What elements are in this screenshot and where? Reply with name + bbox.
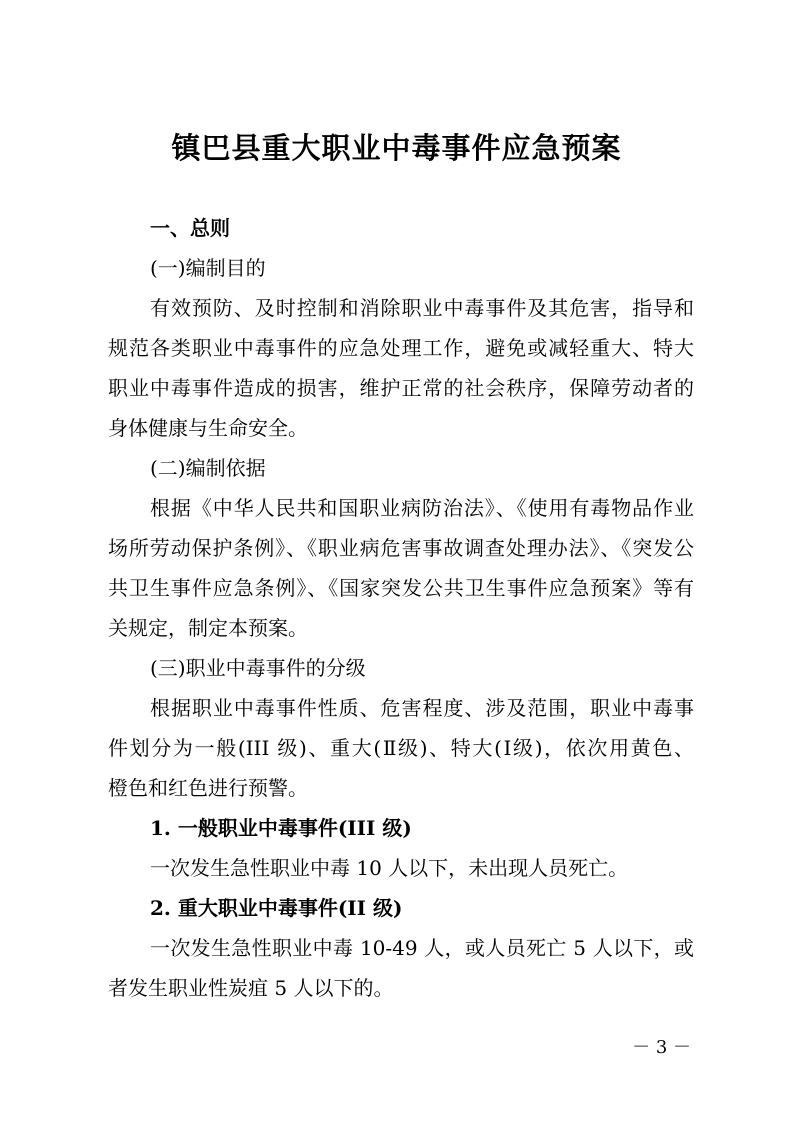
paragraph-line: 规范各类职业中毒事件的应急处理工作，避免或减轻重大、特大 (108, 336, 694, 360)
paragraph-line: 根据《中华人民共和国职业病防治法》、《使用有毒物品作业 (150, 496, 694, 520)
paragraph-purpose (108, 288, 694, 448)
document-body (108, 208, 694, 1008)
paragraph-line: 根据职业中毒事件性质、危害程度、涉及范围，职业中毒事 (150, 696, 694, 720)
page-number: － 3 － (632, 1037, 691, 1058)
level-heading-major: 2. 重大职业中毒事件(II 级) (150, 896, 403, 920)
subsection-heading-classification: (三)职业中毒事件的分级 (150, 656, 366, 680)
paragraph-line: 一次发生急性职业中毒 10-49 人，或人员死亡 5 人以下，或 (150, 936, 694, 960)
paragraph-line: 一次发生急性职业中毒 10 人以下，未出现人员死亡。 (150, 856, 629, 880)
paragraph-line: 件划分为一般(III 级)、重大(Ⅱ级)、特大(Ⅰ级)，依次用黄色、 (108, 736, 694, 760)
paragraph-level-general (108, 848, 694, 888)
paragraph-line: 共卫生事件应急条例》、《国家突发公共卫生事件应急预案》等有 (108, 576, 694, 600)
paragraph-classification (108, 688, 694, 808)
paragraph-line: 职业中毒事件造成的损害，维护正常的社会秩序，保障劳动者的 (108, 376, 694, 400)
paragraph-line: 身体健康与生命安全。 (108, 416, 308, 440)
paragraph-line: 场所劳动保护条例》、《职业病危害事故调查处理办法》、《突发公 (108, 536, 694, 560)
document-title: 镇巴县重大职业中毒事件应急预案 (171, 131, 622, 165)
paragraph-line: 有效预防、及时控制和消除职业中毒事件及其危害，指导和 (150, 296, 694, 320)
subsection-heading-basis: (二)编制依据 (150, 456, 266, 480)
paragraph-line: 者发生职业性炭疽 5 人以下的。 (108, 976, 394, 1000)
level-heading-general: 1. 一般职业中毒事件(III 级) (150, 816, 412, 840)
paragraph-line: 橙色和红色进行预警。 (108, 776, 308, 800)
subsection-heading-purpose: (一)编制目的 (150, 256, 266, 280)
paragraph-level-major (108, 928, 694, 1008)
paragraph-basis (108, 488, 694, 648)
section-heading-general: 一、总则 (150, 216, 230, 240)
paragraph-line: 关规定，制定本预案。 (108, 616, 308, 640)
